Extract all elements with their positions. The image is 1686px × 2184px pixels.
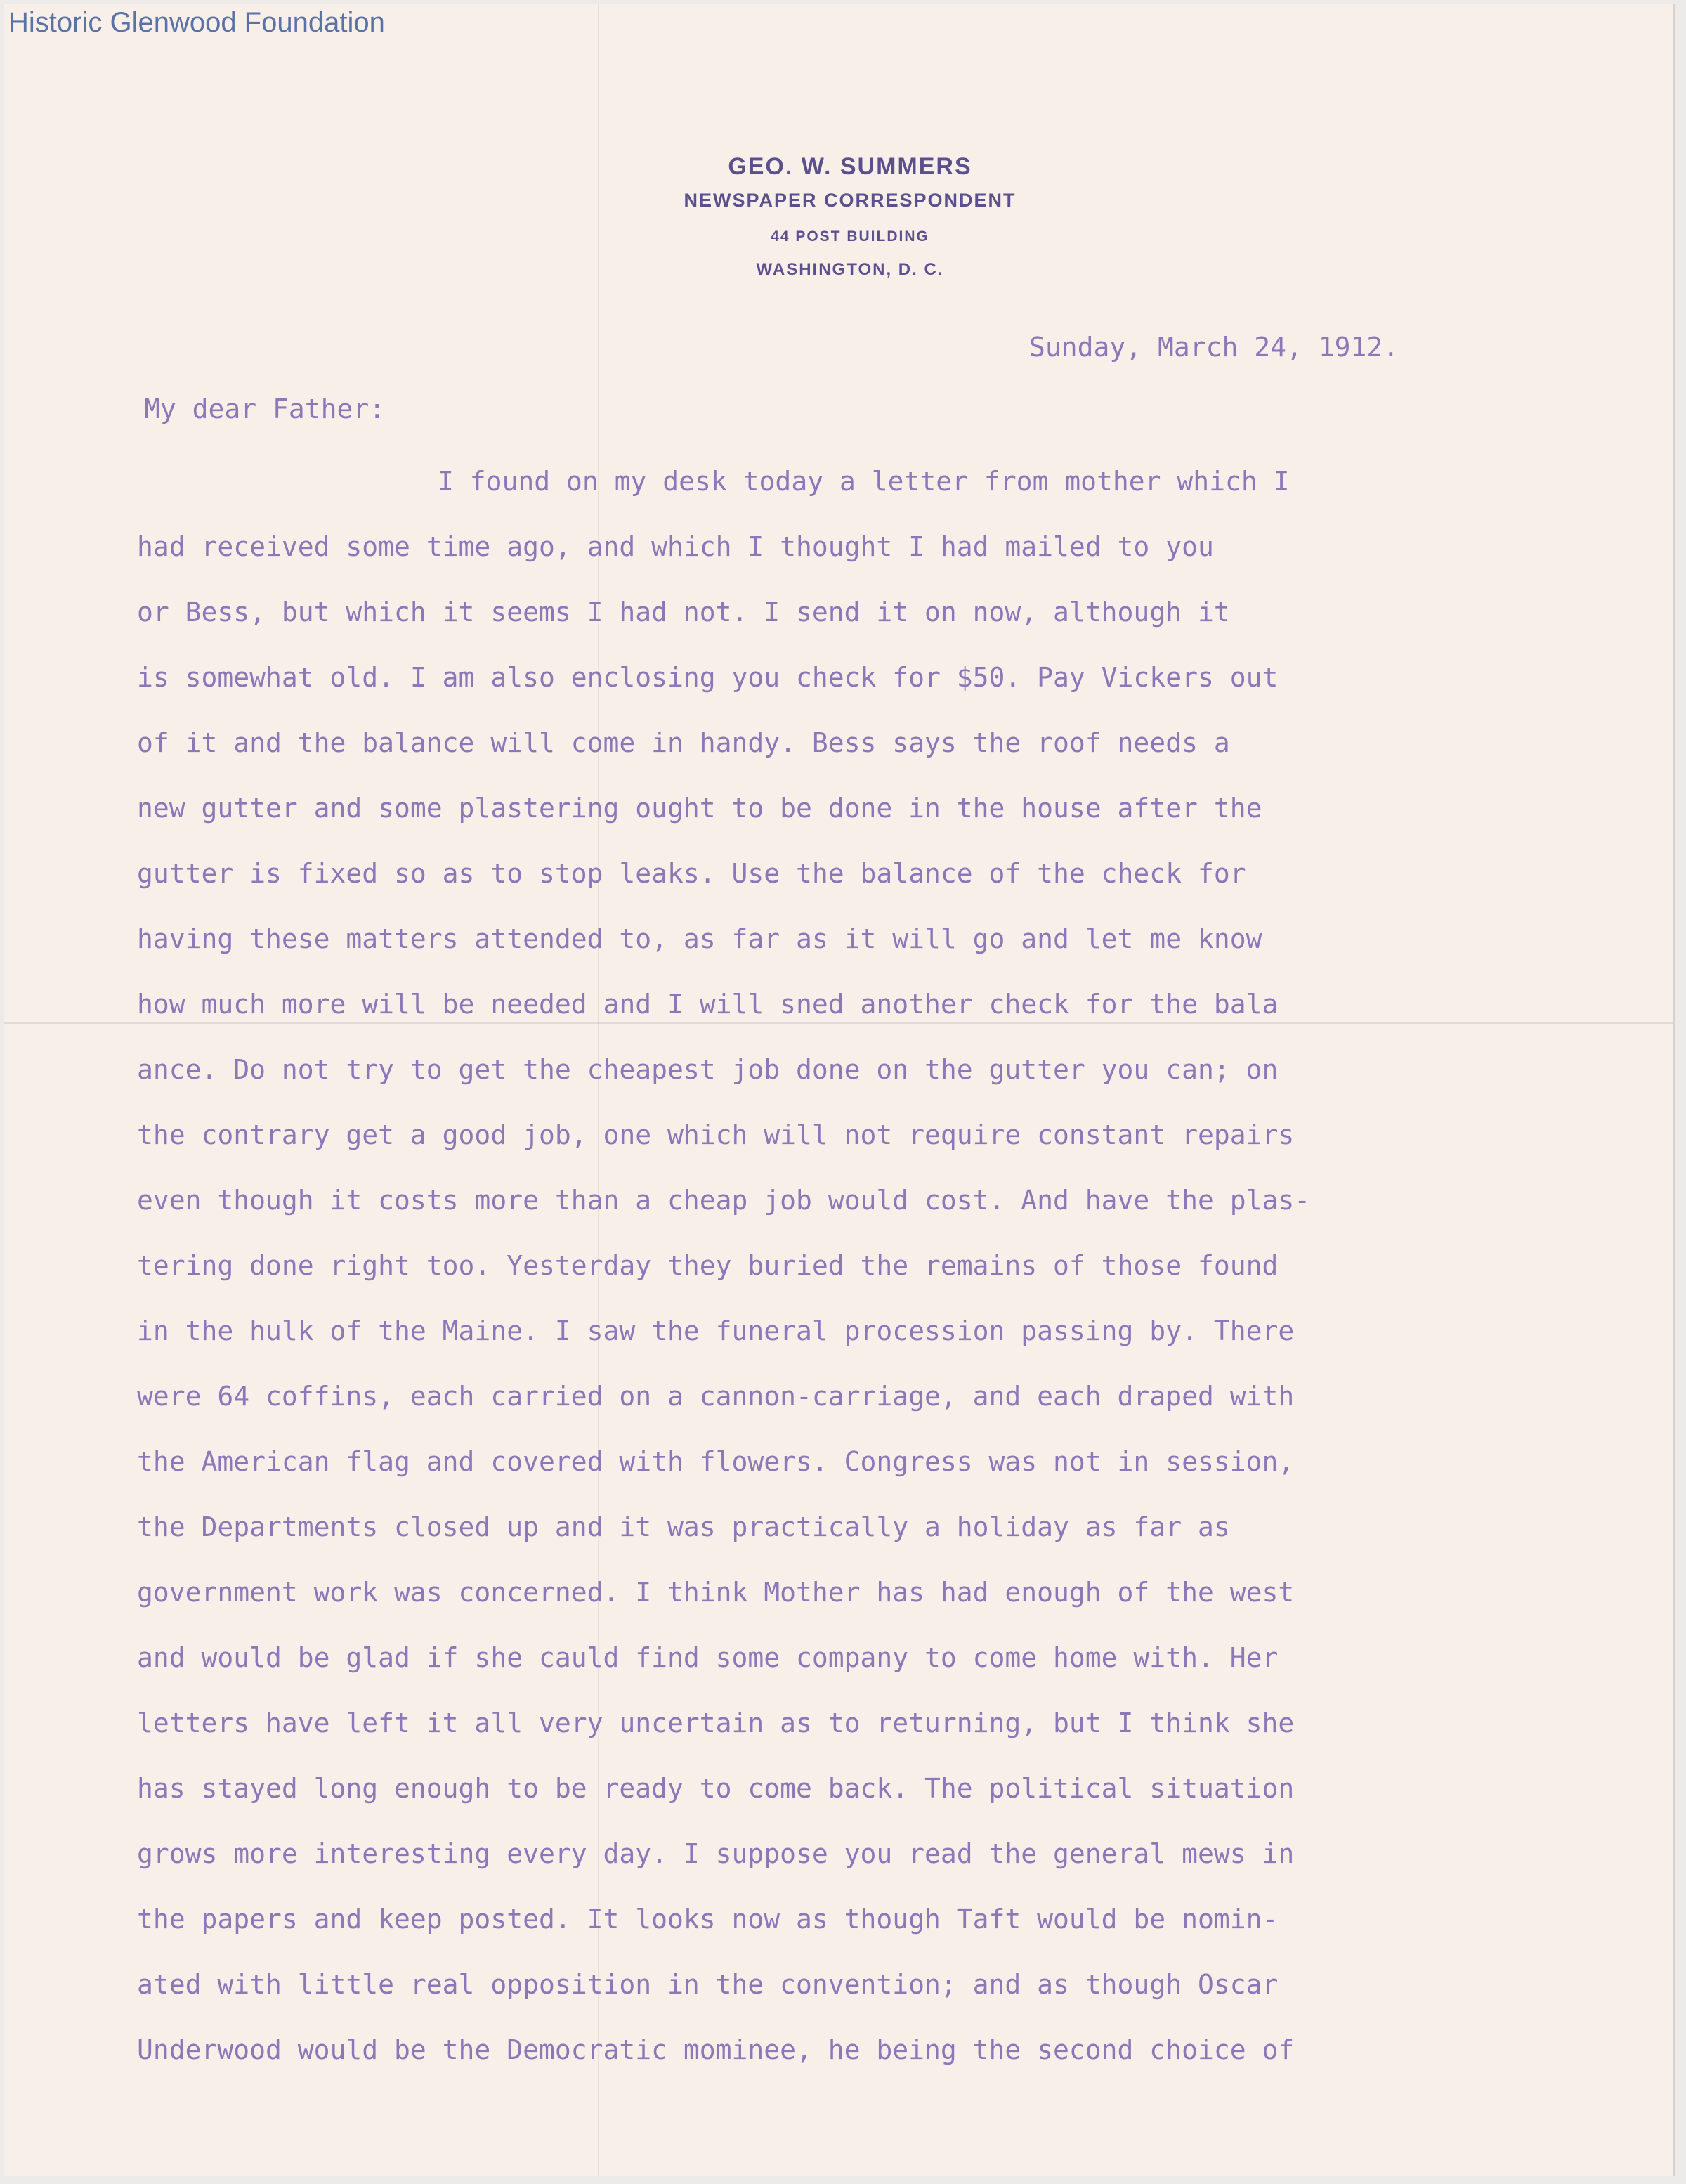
letter-body-line: gutter is fixed so as to stop leaks. Use the balance of the check for [137, 858, 1246, 889]
letter-body-line: in the hulk of the Maine. I saw the funeral procession passing by. There [137, 1315, 1295, 1346]
letter-body-line: the papers and keep posted. It looks now as though Taft would be nomin- [137, 1904, 1279, 1935]
letter-body-line: had received some time ago, and which I thought I had mailed to you [137, 531, 1214, 562]
letterhead-title: NEWSPAPER CORRESPONDENT [684, 190, 1017, 211]
letter-body-line: how much more will be needed and I will sned another check for the bala [137, 989, 1279, 1020]
letter-body-line: the Departments closed up and it was practically a holiday as far as [137, 1512, 1230, 1542]
letterhead-address: 44 POST BUILDING [771, 228, 929, 245]
letter-body-line: ance. Do not try to get the cheapest job done on the gutter you can; on [137, 1054, 1279, 1085]
letter-body-line: even though it costs more than a cheap job would cost. And have the plas- [137, 1185, 1311, 1216]
letter-body-line: grows more interesting every day. I suppose you read the general mews in [137, 1838, 1295, 1869]
letterhead-city: WASHINGTON, D. C. [756, 260, 944, 279]
letter-body-line: letters have left it all very uncertain as to returning, but I think she [137, 1708, 1295, 1738]
letter-body-line: is somewhat old. I am also enclosing you check for $50. Pay Vickers out [137, 662, 1279, 693]
letter-salutation: My dear Father: [144, 394, 386, 424]
letter-body-line: or Bess, but which it seems I had not. I send it on now, although it [137, 597, 1230, 628]
letter-body-line: of it and the balance will come in handy. Bess says the roof needs a [137, 727, 1230, 758]
letter-body-line: Underwood would be the Democratic mominee, he being the second choice of [137, 2034, 1295, 2065]
letter-body-line: the contrary get a good job, one which will not require constant repairs [137, 1119, 1295, 1150]
letter-date: Sunday, March 24, 1912. [1029, 332, 1399, 363]
letterhead-name: GEO. W. SUMMERS [728, 153, 972, 180]
letter-body-line: government work was concerned. I think Mother has had enough of the west [137, 1577, 1295, 1608]
letter-body-line: having these matters attended to, as far as it will go and let me know [137, 923, 1262, 954]
letter-body-line: were 64 coffins, each carried on a cannon-carriage, and each draped with [137, 1381, 1295, 1412]
letter-body-line: has stayed long enough to be ready to come back. The political situation [137, 1773, 1295, 1804]
letter-body-line: new gutter and some plastering ought to be done in the house after the [137, 793, 1262, 824]
watermark-label: Historic Glenwood Foundation [8, 7, 385, 38]
letter-body-line: I found on my desk today a letter from mother which I [438, 466, 1290, 497]
letter-body-line: tering done right too. Yesterday they buried the remains of those found [137, 1250, 1279, 1281]
letter-body-line: the American flag and covered with flowers. Congress was not in session, [137, 1446, 1295, 1477]
letter-body-line: ated with little real opposition in the convention; and as though Oscar [137, 1969, 1279, 2000]
letter-body-line: and would be glad if she cauld find some company to come home with. Her [137, 1642, 1279, 1673]
letter-body [137, 460, 1310, 2093]
